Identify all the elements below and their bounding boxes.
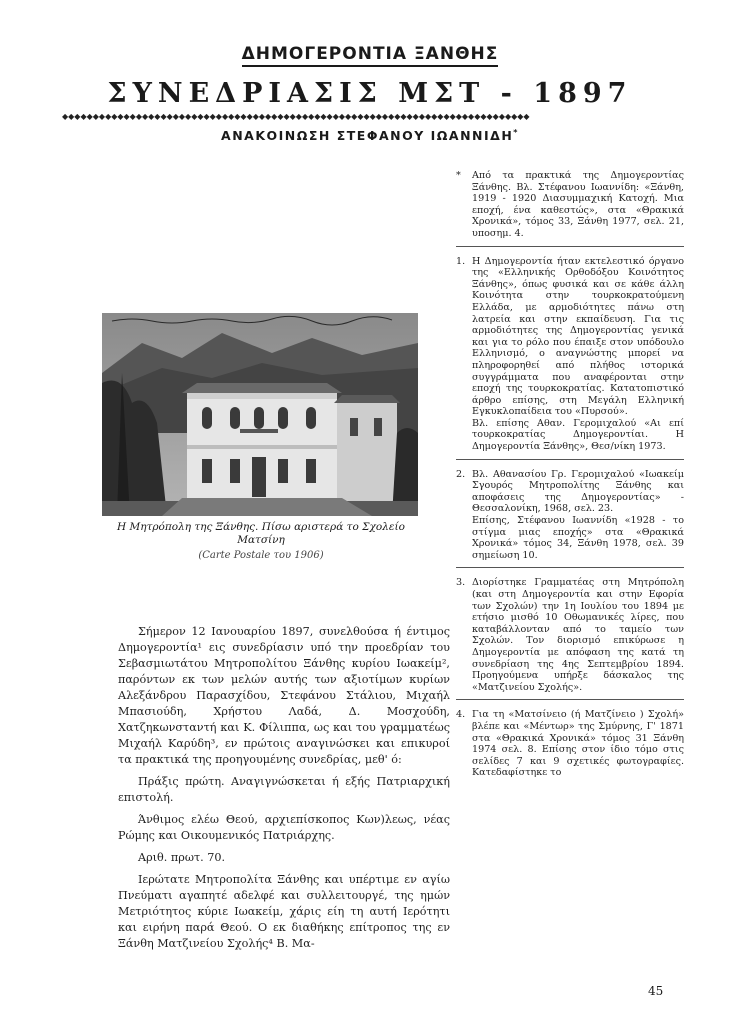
page-number: 45	[648, 984, 664, 998]
footnote-mark: 4.	[456, 709, 466, 721]
footnote-mark: *	[456, 170, 461, 181]
footnote-mark: 1.	[456, 255, 466, 267]
photo-caption-title: Η Μητρόπολη της Ξάνθης. Πίσω αριστερά το Σχολείο Ματσίνη	[117, 521, 405, 546]
footnote-text: Βλ. Αθανασίου Γρ. Γερομιχαλού «Ιωακείμ Σγουρός Μητροπολίτης Ξάνθης και αποφάσεις της Δημογεροντίας» - Θεσσαλονίκη, 1968, σελ. 23. Επίσης, Στέφανου Ιωαννίδη «1928 - το στίγμα μιας εποχής» στα «Θρακικά Χρονικά» τόμος 34, Ξάνθη 1978, σελ. 39 σημείωση 10.	[472, 468, 684, 561]
header-title-text: ΔΗΜΟΓΕΡΟΝΤΙΑ ΞΑΝΘΗΣ	[242, 44, 499, 67]
footnote	[456, 709, 684, 785]
main-text	[118, 624, 450, 952]
footnote	[456, 170, 684, 247]
footnote-text: Από τα πρακτικά της Δημογεροντίας Ξάνθης. Βλ. Στέφανου Ιωαννίδη: «Ξάνθη, 1919 - 1920 Διασυμμαχική Κατοχή. Μια εποχή, ένα καθεστώς», στα «Θρακικά Χρονικά», τόμος 33, Ξάνθη 1977, σελ. 21, υποσημ. 4.	[472, 170, 684, 239]
footnote	[456, 577, 684, 700]
footnotes-column	[456, 170, 684, 794]
metropolis-photo-illustration	[102, 313, 418, 516]
footnote-text: Διορίστηκε Γραμματέας στη Μητρόπολη (και στη Δημογεροντία και στην Εφορία των Σχολών) την 1η Ιουλίου του 1894 με ετήσιο μισθό 10 Οθωμανικές λίρες, που καταβάλλονταν από το ταμείο των Σχολών. Τον διορισμό επικύρωσε η Δημογεροντία με απόφαση της κατά τη συνεδρίαση της 4ης Σεπτεμβρίου 1894. Προηγούμενα υπήρξε δάσκαλος της «Ματζινείου Σχολής».	[472, 577, 684, 693]
header-title	[0, 44, 740, 64]
main-paragraph-1: Σήμερον 12 Ιανουαρίου 1897, συνελθούσα ή έντιμος Δημογεροντία¹ εις συνεδρίασιν υπό την προεδρίαν του Σεβασμιωτάτου Μητροπολίτου Ξάνθης κυρίου Ιωακείμ², παρόντων εκ των μελών αυτής των αξιοτίμων κυρίων Αλεξάνδρου Παρασχίδου, Στεφάνου Στάλιου, Μιχαήλ Μπασιούδη, Χρήστου Λαδά, Δ. Μοσχούδη, Χατζηκωνσταντή και Κ. Φίλιππα, ως και του γραμματέως Μιχαήλ Καρύδη³, εν πρώτοις αναγινώσκει και επικυροί τα πρακτικά της προηγουμένης συνεδρίας, μεθ' ό:	[118, 625, 450, 766]
main-paragraph-5: Ιερώτατε Μητροπολίτα Ξάνθης και υπέρτιμε εν αγίω Πνεύματι αγαπητέ αδελφέ και συλλειτουργέ, της ημών Μετριότητος κύριε Ιωακείμ, χάρις είη τη αυτή Ιερότητι και ειρήνη παρά Θεού. Ο εκ διαθήκης επίτροπος της εν Ξάνθη Ματζινείου Σχολής⁴ Β. Μα-	[118, 873, 450, 950]
photo-caption	[100, 521, 422, 562]
photo-caption-source: (Carte Postale του 1906)	[198, 550, 324, 561]
author-footnote-mark: *	[513, 128, 519, 137]
footnote-mark: 2.	[456, 468, 466, 480]
footnote-text: Για τη «Ματσίνειο (ή Ματζίνειο ) Σχολή» βλέπε και «Μέντωρ» της Σμύρνης, Γ' 1871 στα «Θρακικά Χρονικά» τόμος 31 Ξάνθη 1974 σελ. 8. Επίσης στον ίδιο τόμο στις σελίδες 7 και 9 σχετικές φωτογραφίες. Κατεδαφίστηκε το	[472, 709, 684, 779]
author-name: ΑΝΑΚΟΙΝΩΣΗ ΣΤΕΦΑΝΟΥ ΙΩΑΝΝΙΔΗ	[221, 128, 514, 144]
metropolis-photo	[102, 313, 418, 516]
main-paragraph-4: Αριθ. πρωτ. 70.	[138, 851, 226, 864]
session-title: ΣΥΝΕΔΡΙΑΣΙΣ ΜΣΤ - 1897	[107, 78, 633, 109]
footnote	[456, 469, 684, 569]
footnote-mark: 3.	[456, 577, 466, 589]
ornamental-divider: ◆◆◆◆◆◆◆◆◆◆◆◆◆◆◆◆◆◆◆◆◆◆◆◆◆◆◆◆◆◆◆◆◆◆◆◆◆◆◆◆◆◆◆◆◆◆◆◆◆◆◆◆◆◆◆◆◆◆◆◆◆◆◆◆◆◆◆◆◆◆◆◆◆◆◆◆	[62, 112, 530, 121]
footnote-text: Η Δημογεροντία ήταν εκτελεστικό όργανο της «Ελληνικής Ορθοδόξου Κοινότητος Ξάνθης», όπως φυσικά και σε κάθε άλλη Κοινότητα στην τουρκοκρατούμενη Ελλάδα, με αρμοδιότητες πάνω στη λατρεία και στην εκπαίδευση. Για τις αρμοδιότητες της Δημογεροντίας γενικά και για το ρόλο που έπαιξε στον υπόδουλο Ελληνισμό, ο αναγνώστης μπορεί να πληροφορηθεί από πλήθος ιστορικά συγγράμματα που αναφέρονται στην εποχή της τουρκοκρατίας. Κατατοπιστικό άρθρο επίσης, στη Μεγάλη Ελληνική Εγκυκλοπαίδεια του «Πυρσού». Βλ. επίσης Αθαν. Γερομιχαλού «Αι επί τουρκοκρατίας Δημογεροντίαι. Η Δημογεροντία Ξάνθης», Θεσ/νίκη 1973.	[472, 255, 684, 453]
author-line	[0, 128, 740, 143]
main-paragraph-2: Πράξις πρώτη. Αναγιγνώσκεται ή εξής Πατριαρχική επιστολή.	[118, 775, 450, 804]
footnote	[456, 256, 684, 460]
main-paragraph-3: Άνθιμος ελέω Θεού, αρχιεπίσκοπος Κων)λεως, νέας Ρώμης και Οικουμενικός Πατριάρχης.	[118, 813, 450, 842]
